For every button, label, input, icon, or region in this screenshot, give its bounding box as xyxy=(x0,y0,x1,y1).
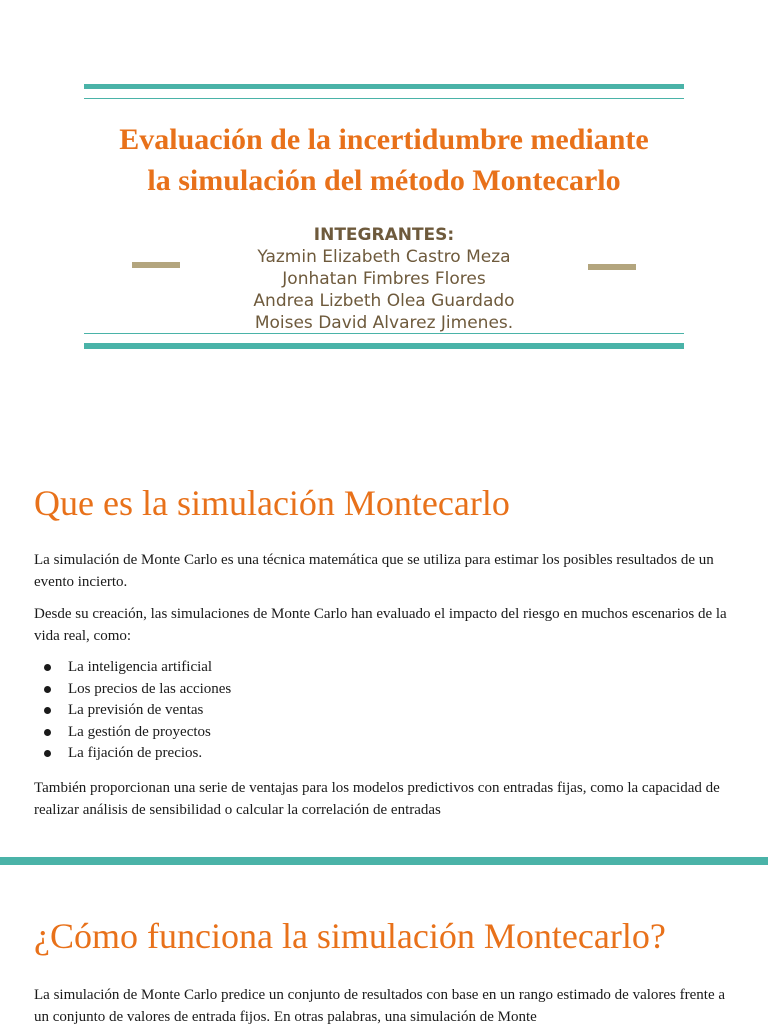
list-item: La fijación de precios. xyxy=(34,743,734,765)
team-member: Andrea Lizbeth Olea Guardado xyxy=(253,291,515,311)
paragraph-how-it-works: La simulación de Monte Carlo predice un conjunto de resultados con base en un rango estimado de valores frente a un conjunto de valores de entrada fijos. En otras palabras, una simulación de Monte xyxy=(34,987,726,1025)
team-member: Jonhatan Fimbres Flores xyxy=(282,269,486,289)
title-line-1: Evaluación de la incertidumbre mediante xyxy=(119,123,649,156)
bottom-thick-rule xyxy=(84,343,684,349)
applications-list xyxy=(34,657,734,765)
team-member: Moises David Alvarez Jimenes. xyxy=(254,313,514,333)
title-line-2: la simulación del método Montecarlo xyxy=(147,164,621,197)
document-title xyxy=(84,119,684,201)
team-block xyxy=(184,224,584,334)
section-heading-how-it-works: ¿Cómo funciona la simulación Montecarlo? xyxy=(34,916,666,956)
paragraph-advantages: También proporcionan una serie de ventajas para los modelos predictivos con entradas fijas, como la capacidad de realizar análisis de sensibilidad o calcular la correlación de entradas xyxy=(34,780,720,818)
list-item: La previsión de ventas xyxy=(34,700,734,722)
paragraph-history: Desde su creación, las simulaciones de Monte Carlo han evaluado el impacto del riesgo en muchos escenarios de la vida real, como: xyxy=(34,606,727,644)
title-slide xyxy=(0,0,768,400)
bottom-thin-rule xyxy=(84,333,684,334)
team-heading: INTEGRANTES: xyxy=(313,225,455,245)
team-member: Yazmin Elizabeth Castro Meza xyxy=(257,247,511,267)
list-item: La inteligencia artificial xyxy=(34,657,734,679)
top-thick-rule xyxy=(84,84,684,89)
top-thin-rule xyxy=(84,98,684,99)
list-item: Los precios de las acciones xyxy=(34,679,734,701)
right-decorative-dash xyxy=(588,264,636,270)
section-heading-what-is: Que es la simulación Montecarlo xyxy=(34,483,510,523)
section-divider xyxy=(0,857,768,865)
paragraph-definition: La simulación de Monte Carlo es una técnica matemática que se utiliza para estimar los posibles resultados de un evento incierto. xyxy=(34,552,714,590)
left-decorative-dash xyxy=(132,262,180,268)
list-item: La gestión de proyectos xyxy=(34,722,734,744)
